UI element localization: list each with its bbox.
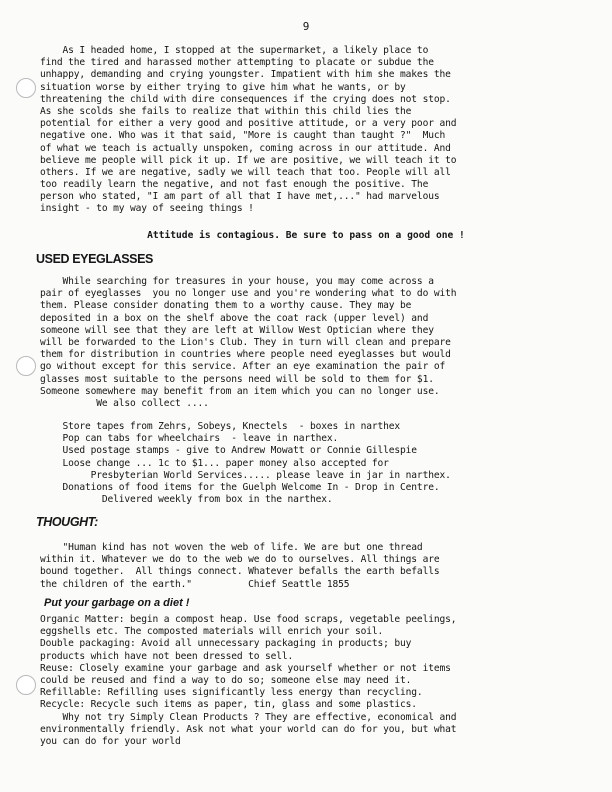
thought-quote — [40, 542, 585, 591]
collect-item: Loose change ... 1c to $1... paper money also accepted for — [40, 457, 389, 469]
collect-items-list — [40, 421, 585, 506]
eyeglasses-line: While searching for treasures in your house, you may come across a — [40, 276, 434, 287]
intro-line: As she scolds she fails to realize that within this child lies the — [40, 105, 412, 117]
thought-line: bound together. All things connect. Whatever befalls the earth befalls — [40, 566, 440, 578]
intro-line: believe me people will pick it up. If we are positive, we will teach it to — [40, 154, 457, 166]
thought-heading: THOUGHT: — [36, 515, 98, 529]
garbage-diet-heading: Put your garbage on a diet ! — [44, 597, 190, 609]
garbage-line: environmentally friendly. Ask not what your world can do for you, but what — [40, 723, 457, 735]
binder-hole-top — [16, 78, 36, 98]
eyeglasses-line: someone will see that they are left at Willow West Optician where they — [40, 324, 434, 336]
intro-line: potential for either a very good and positive attitude, or a very poor and — [40, 118, 457, 130]
eyeglasses-line: them. Please consider donating them to a worthy cause. They may be — [40, 300, 412, 312]
garbage-line: Reuse: Closely examine your garbage and ask yourself whether or not items — [40, 662, 451, 674]
eyeglasses-line: glasses most suitable to the persons need will be sold to them for $1. — [40, 373, 434, 385]
intro-line: unhappy, demanding and crying youngster. Impatient with him she makes the — [40, 69, 451, 81]
eyeglasses-paragraph — [40, 276, 585, 410]
collect-item: Pop can tabs for wheelchairs - leave in narthex. — [40, 433, 339, 445]
intro-line: situation worse by either trying to give him what he wants, or by — [40, 81, 406, 93]
attitude-closing-line: Attitude is contagious. Be sure to pass on a good one ! — [147, 230, 465, 241]
intro-line: insight - to my way of seeing things ! — [40, 203, 254, 215]
intro-line: As I headed home, I stopped at the supermarket, a likely place to — [40, 45, 429, 56]
intro-paragraph — [40, 45, 585, 216]
garbage-tips — [40, 614, 585, 748]
eyeglasses-line: deposited in a box on the shelf above the coat rack (upper level) and — [40, 312, 429, 324]
garbage-line: eggshells etc. The composted materials will enrich your soil. — [40, 626, 384, 638]
intro-line: others. If we are negative, sadly we will teach that too. People will all — [40, 166, 451, 178]
intro-line: of what we teach is actually unspoken, coming across in our attitude. And — [40, 142, 451, 154]
thought-line: the children of the earth." Chief Seattle 1855 — [40, 578, 350, 590]
eyeglasses-line: pair of eyeglasses you no longer use and you're wondering what to do with — [40, 288, 457, 300]
eyeglasses-line: We also collect .... — [40, 397, 209, 409]
eyeglasses-line: Someone somewhere may benefit from an item which you can no longer use. — [40, 385, 440, 397]
intro-line: person who stated, "I am part of all that I have met,..." had marvelous — [40, 191, 440, 203]
garbage-line: you can do for your world — [40, 735, 181, 747]
collect-item: Used postage stamps - give to Andrew Mowatt or Connie Gillespie — [40, 445, 417, 457]
garbage-line: could be reused and find a way to do so; someone else may need it. — [40, 674, 412, 686]
garbage-line: Double packaging: Avoid all unnecessary packaging in products; buy — [40, 638, 412, 650]
collect-item: Donations of food items for the Guelph Welcome In - Drop in Centre. — [40, 481, 440, 493]
collect-item: Store tapes from Zehrs, Sobeys, Knectels - boxes in narthex — [40, 421, 401, 432]
garbage-line: Recycle: Recycle such items as paper, tin, glass and some plastics. — [40, 699, 417, 711]
garbage-line: Refillable: Refilling uses significantly less energy than recycling. — [40, 687, 423, 699]
thought-line: "Human kind has not woven the web of life. We are but one thread — [40, 542, 423, 553]
collect-item: Delivered weekly from box in the narthex. — [40, 494, 333, 506]
intro-line: find the tired and harassed mother attempting to placate or subdue the — [40, 57, 434, 69]
garbage-line: products which have not been dressed to sell. — [40, 650, 294, 662]
eyeglasses-line: will be forwarded to the Lion's Club. They in turn will clean and prepare — [40, 336, 451, 348]
intro-line: threatening the child with dire consequences if the crying does not stop. — [40, 93, 451, 105]
binder-hole-middle — [16, 356, 36, 376]
page-number: 9 — [302, 20, 310, 33]
eyeglasses-line: them for distribution in countries where people need eyeglasses but would — [40, 349, 451, 361]
intro-line: too readily learn the negative, and not fast enough the positive. The — [40, 179, 429, 191]
used-eyeglasses-heading: USED EYEGLASSES — [36, 252, 153, 266]
garbage-line: Why not try Simply Clean Products ? They are effective, economical and — [40, 711, 457, 723]
thought-line: within it. Whatever we do to the web we do to ourselves. All things are — [40, 554, 440, 566]
intro-line: negative one. Who was it that said, "More is caught than taught ?" Much — [40, 130, 446, 142]
garbage-line: Organic Matter: begin a compost heap. Use food scraps, vegetable peelings, — [40, 614, 457, 625]
collect-item: Presbyterian World Services..... please leave in jar in narthex. — [40, 469, 451, 481]
eyeglasses-line: go without except for this service. After an eye examination the pair of — [40, 361, 446, 373]
binder-hole-bottom — [16, 675, 36, 695]
